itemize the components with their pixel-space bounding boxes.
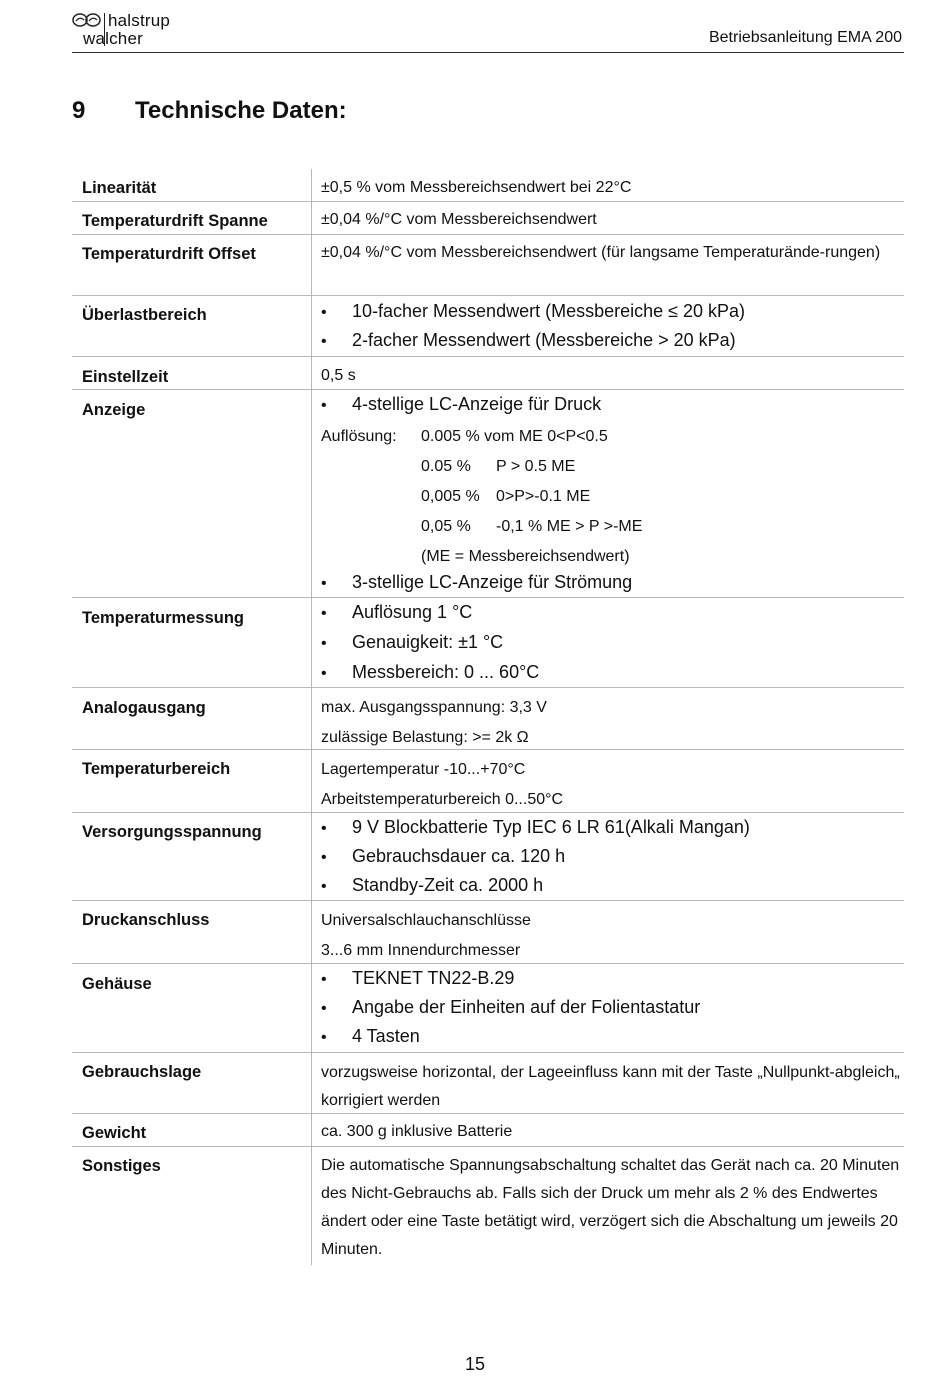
spec-value: [321, 362, 900, 390]
spec-value-line: zulässige Belastung: >= 2k Ω: [321, 729, 529, 746]
spec-value-line: 3...6 mm Innendurchmesser: [321, 942, 521, 959]
logo-text-walcher: walcher: [83, 29, 143, 48]
spec-label: Temperaturmessung: [82, 609, 244, 627]
spec-row-sonstiges: [72, 1147, 904, 1265]
spec-label: Anzeige: [82, 401, 146, 419]
logo-text-halstrup: halstrup: [108, 11, 171, 30]
chapter-heading: [72, 97, 347, 125]
bullet-item: • 10-facher Messendwert (Messbereiche ≤ 20 kPa): [321, 301, 746, 321]
spec-value: Die automatische Spannungsabschaltung schaltet das Gerät nach ca. 20 Minuten des Nicht-Gebrauchs ab. Falls sich der Druck um mehr als 2 % des Endwertes ändert oder eine Taste betätigt wird, verzögert sich die Abschaltung um jeweils 20 Minuten.: [321, 1157, 900, 1258]
logo-icon: [72, 12, 102, 28]
bullet-item: • Messbereich: 0 ... 60°C: [321, 662, 540, 682]
spec-value: vorzugsweise horizontal, der Lageeinfluss kann mit der Taste „Nullpunkt-abgleich„ korrigiert werden: [321, 1064, 900, 1109]
spec-label: Temperaturbereich: [82, 760, 231, 778]
spec-row-gehaeuse: [72, 964, 904, 1053]
spec-value-line: ±0,04 %/°C vom Messbereichsendwert: [321, 211, 597, 228]
bullet-item: • Gebrauchsdauer ca. 120 h: [321, 846, 566, 866]
bullet-item: • 2-facher Messendwert (Messbereiche > 20 kPa): [321, 330, 736, 350]
spec-row-temperaturmessung: [72, 598, 904, 688]
spec-label: Einstellzeit: [82, 368, 169, 386]
resolution-row: Auflösung: 0.005 % vom ME 0<P<0.5: [321, 428, 608, 445]
spec-value-line: max. Ausgangsspannung: 3,3 V: [321, 699, 547, 716]
spec-value: [321, 297, 900, 355]
bullet-item: • 4 Tasten: [321, 1026, 420, 1046]
bullet-item: • 3-stellige LC-Anzeige für Strömung: [321, 572, 633, 592]
spec-row-gebrauchslage: [72, 1053, 904, 1114]
spec-label: Druckanschluss: [82, 911, 210, 929]
bullet-item: • Angabe der Einheiten auf der Folientastatur: [321, 997, 701, 1017]
page-header: [72, 8, 904, 53]
spec-row-versorgungsspannung: [72, 813, 904, 901]
spec-label: Gebrauchslage: [82, 1063, 202, 1081]
spec-row-temperaturdrift-offset: [72, 235, 904, 296]
spec-label: Überlastbereich: [82, 306, 207, 324]
spec-row-anzeige: [72, 390, 904, 598]
bullet-item: • 9 V Blockbatterie Typ IEC 6 LR 61(Alkali Mangan): [321, 817, 750, 837]
spec-row-temperaturdrift-spanne: [72, 202, 904, 235]
chapter-number: 9: [72, 97, 86, 124]
spec-value: [321, 390, 900, 597]
spec-value-line: Universalschlauchanschlüsse: [321, 912, 531, 929]
spec-row-temperaturbereich: [72, 750, 904, 813]
spec-row-einstellzeit: [72, 357, 904, 390]
spec-value: [321, 813, 900, 900]
spec-value: [321, 1118, 900, 1146]
spec-value-line: 0,5 s: [321, 367, 356, 384]
resolution-row: 0,05 % -0,1 % ME > P >-ME: [421, 518, 643, 535]
document-title: Betriebsanleitung EMA 200: [708, 29, 902, 46]
spec-value: [321, 964, 900, 1051]
spec-value: [321, 174, 900, 202]
spec-row-linearitaet: [72, 169, 904, 202]
spec-label: Versorgungsspannung: [82, 823, 262, 841]
spec-row-gewicht: [72, 1114, 904, 1147]
resolution-row: (ME = Messbereichsendwert): [421, 548, 630, 565]
chapter-title: Technische Daten:: [135, 97, 347, 124]
bullet-item: • Auflösung 1 °C: [321, 602, 473, 622]
resolution-row: 0,005 % 0>P>-0.1 ME: [421, 488, 591, 505]
bullet-item: • TEKNET TN22-B.29: [321, 968, 515, 988]
spec-label: Analogausgang: [82, 699, 206, 717]
resolution-table: [321, 422, 900, 568]
spec-value-line: Arbeitstemperaturbereich 0...50°C: [321, 791, 564, 808]
spec-value: [321, 598, 900, 688]
spec-label: Gehäuse: [82, 975, 152, 993]
spec-row-analogausgang: [72, 688, 904, 750]
spec-value: ±0,04 %/°C vom Messbereichsendwert (für langsame Temperaturände-rungen): [321, 244, 881, 261]
spec-value: [321, 206, 900, 234]
page-number: 15: [464, 1354, 486, 1374]
bullet-item: • 4-stellige LC-Anzeige für Druck: [321, 394, 602, 414]
spec-value: [321, 907, 900, 965]
spec-row-ueberlastbereich: [72, 296, 904, 357]
spec-value-line: ±0,5 % vom Messbereichsendwert bei 22°C: [321, 179, 632, 196]
spec-value-line: Lagertemperatur -10...+70°C: [321, 761, 526, 778]
spec-label: Temperaturdrift Spanne: [82, 212, 268, 230]
spec-table: [72, 169, 904, 1265]
bullet-item: • Standby-Zeit ca. 2000 h: [321, 875, 544, 895]
company-logo: [72, 10, 212, 50]
spec-value: [321, 694, 900, 752]
spec-label: Temperaturdrift Offset: [82, 245, 256, 263]
resolution-row: 0.05 % P > 0.5 ME: [421, 458, 576, 475]
spec-value: [321, 756, 900, 814]
spec-label: Sonstiges: [82, 1157, 161, 1175]
spec-label: Linearität: [82, 179, 157, 197]
spec-value-line: ca. 300 g inklusive Batterie: [321, 1123, 513, 1140]
bullet-item: • Genauigkeit: ±1 °C: [321, 632, 504, 652]
spec-label: Gewicht: [82, 1124, 147, 1142]
spec-row-druckanschluss: [72, 901, 904, 964]
